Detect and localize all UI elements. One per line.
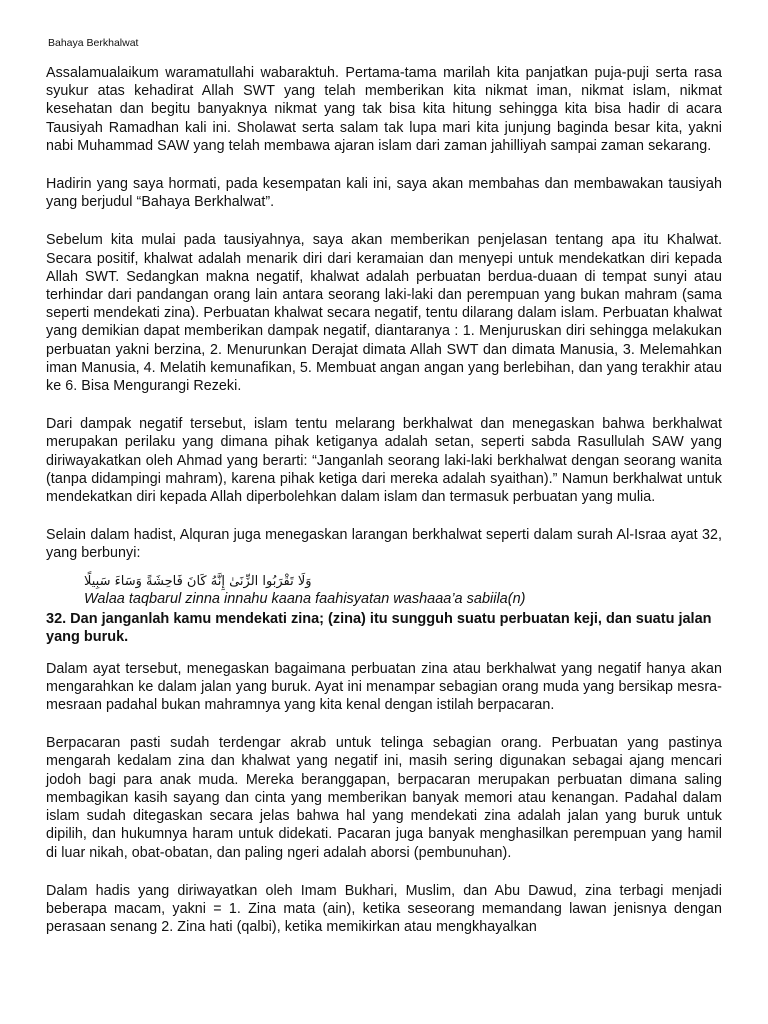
- document-title: Bahaya Berkhalwat: [48, 37, 139, 49]
- paragraph-definition: Sebelum kita mulai pada tausiyahnya, saya akan memberikan penjelasan tentang apa itu Khalwat. Secara positif, khalwat adalah menarik diri dari keramaian dan menyepi untuk mendekatkan diri kepada Allah SWT. Sedangkan makna negatif, khalwat adalah perbuatan berdua-duaan di tempat sunyi atau terhindar dari pandangan orang lain antara seorang laki-laki dan perempuan yang bukan mahram (sama seperti mendekati zina). Perbuatan khalwat secara negatif, tentu dilarang dalam islam. Perbuatan khalwat yang demikian dapat memberikan dampak negatif, diantaranya : 1. Menjuruskan diri sehingga melakukan perbuatan yakni berzina, 2. Menurunkan Derajat dimata Allah SWT dan dimata Manusia, 3. Melemahkan iman Manusia, 4. Melatih kemunafikan, 5. Membuat angan angan yang berlebihan, dan yang terakhir atau ke 6. Bisa Mengurangi Rezeki.: [46, 232, 722, 395]
- paragraph-hadith: Dari dampak negatif tersebut, islam tentu melarang berkhalwat dan menegaskan bahwa berkhalwat merupakan perilaku yang dimana pihak ketiganya adalah setan, seperti sabda Rasullulah SAW yang diriwayakatkan oleh Ahmad yang berarti: “Janganlah seorang laki-laki berkhalwat dengan seorang wanita (tanpa didampingi mahram), karena pihak ketiga dari mereka adalah syaithan).” Namun berkhalwat untuk mendekatkan diri kepada Allah diperbolehkan dalam islam dan termasuk perbuatan yang mulia.: [46, 416, 722, 506]
- document-body: [46, 64, 722, 956]
- paragraph-types-of-zina: Dalam hadis yang diriwayatkan oleh Imam Bukhari, Muslim, dan Abu Dawud, zina terbagi menjadi beberapa macam, yakni = 1. Zina mata (ain), ketika seseorang memandang lawan jenisnya dengan perasaan senang 2. Zina hati (qalbi), ketika memikirkan atau mengkhayalkan: [46, 882, 722, 936]
- paragraph-opening: Assalamualaikum waramatullahi wabaraktuh. Pertama-tama marilah kita panjatkan puja-puji serta rasa syukur atas kehadirat Allah SWT yang telah memberikan kita nikmat iman, nikmat islam, nikmat kesehatan dan begitu banyaknya nikmat yang tak bisa kita hitung sehingga kita bisa hadir di acara Tausiyah Ramadhan kali ini. Sholawat serta salam tak lupa mari kita junjung baginda besar kita, yakni nabi Muhammad SAW yang telah membawa ajaran islam dari zaman jahilliyah sampai zaman sekarang.: [46, 65, 722, 154]
- quran-verse: [46, 573, 722, 646]
- paragraph-dating: Berpacaran pasti sudah terdengar akrab untuk telinga sebagian orang. Perbuatan yang pastinya mengarah kedalam zina dan khalwat yang negatif ini, masih sering digunakan sebagai ajang mencari jodoh bagi para anak muda. Mereka beranggapan, berpacaran merupakan perbuatan dimana saling membagikan kasih sayang dan cinta yang memberikan banyak memori atau kenangan. Padahal dalam islam sudah ditegaskan secara jelas bahwa hal yang mendekati zina adalah jalan yang buruk untuk dipilih, dan hukumnya haram untuk didekati. Pacaran juga banyak menghasilkan perempuan yang hamil di luar nikah, obat-obatan, dan paling ngeri adalah aborsi (pembunuhan).: [46, 735, 722, 861]
- verse-arabic: وَلَا تَقْرَبُوا الزِّنَىٰ إِنَّهُ كَانَ فَاحِشَةً وَسَاءَ سَبِيلًا: [84, 573, 312, 589]
- verse-transliteration: Walaa taqbarul zinna innahu kaana faahisyatan washaaa’a sabiila(n): [84, 590, 526, 607]
- verse-translation: 32. Dan janganlah kamu mendekati zina; (zina) itu sungguh suatu perbuatan keji, dan suatu jalan yang buruk.: [46, 610, 712, 645]
- paragraph-topic: Hadirin yang saya hormati, pada kesempatan kali ini, saya akan membahas dan membawakan tausiyah yang berjudul “Bahaya Berkhalwat”.: [46, 176, 722, 211]
- paragraph-verse-explanation: Dalam ayat tersebut, menegaskan bagaimana perbuatan zina atau berkhalwat yang negatif hanya akan mengarahkan ke dalam jalan yang buruk. Ayat ini menampar sebagian orang muda yang bersikap mesra-mesraan padahal bukan mahramnya yang kita kenal dengan istilah berpacaran.: [46, 660, 722, 714]
- paragraph-quran-intro: Selain dalam hadist, Alquran juga menegaskan larangan berkhalwat seperti dalam surah Al-Israa ayat 32, yang berbunyi:: [46, 527, 722, 562]
